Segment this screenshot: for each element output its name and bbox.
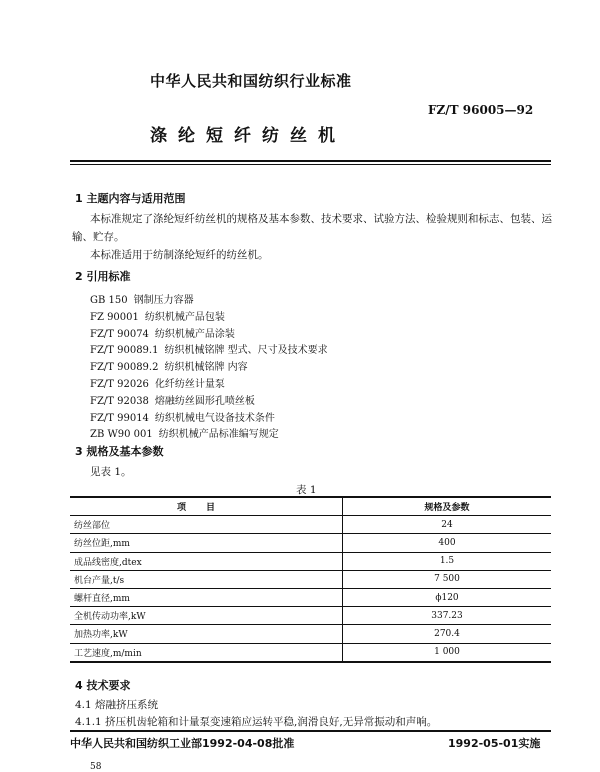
table-cell-value: ϕ120 bbox=[343, 588, 552, 606]
section3-heading: 3 规格及基本参数 bbox=[75, 445, 164, 458]
footer-rule bbox=[70, 730, 551, 732]
reference-item bbox=[90, 409, 275, 424]
reference-item bbox=[90, 308, 225, 323]
reference-code: FZ/T 90089.1 bbox=[90, 345, 159, 357]
reference-item bbox=[90, 425, 279, 440]
section1-para1-line2: 输、贮存。 bbox=[72, 231, 125, 243]
reference-code: FZ 90001 bbox=[90, 311, 139, 323]
reference-title: 纺织机械电气设备技术条件 bbox=[154, 412, 275, 424]
section1-para1-line1: 本标准规定了涤纶短纤纺丝机的规格及基本参数、技术要求、试验方法、检验规则和标志、包装、运 bbox=[90, 213, 552, 225]
table-row bbox=[70, 552, 551, 570]
table-cell-item: 螺杆直径,mm bbox=[70, 588, 343, 606]
effective-date: 1992-05-01实施 bbox=[448, 737, 541, 750]
reference-title: 熔融纺丝圆形孔喷丝板 bbox=[154, 395, 255, 407]
table-header-item: 项目 bbox=[70, 497, 343, 516]
table-row bbox=[70, 607, 551, 625]
table-cell-item: 纺丝位距,mm bbox=[70, 534, 343, 552]
reference-title: 纺织机械铭牌 型式、尺寸及技术要求 bbox=[164, 345, 328, 357]
table-cell-item: 全机传动功率,kW bbox=[70, 607, 343, 625]
table-header-spec: 规格及参数 bbox=[343, 497, 552, 516]
header-rule-thick bbox=[70, 160, 551, 162]
table-cell-item: 成品线密度,dtex bbox=[70, 552, 343, 570]
table-cell-value: 24 bbox=[343, 516, 552, 534]
table-row bbox=[70, 625, 551, 643]
reference-item bbox=[90, 291, 194, 306]
table-row bbox=[70, 643, 551, 662]
section1-para2: 本标准适用于纺制涤纶短纤的纺丝机。 bbox=[90, 249, 269, 261]
org-standard-title: 中华人民共和国纺织行业标准 bbox=[150, 72, 352, 90]
page-number: 58 bbox=[90, 762, 102, 772]
table-header-row bbox=[70, 497, 551, 516]
table-row bbox=[70, 534, 551, 552]
reference-title: 纺织机械产品包装 bbox=[144, 311, 225, 323]
section4-1-heading: 4.1 熔融挤压系统 bbox=[75, 699, 159, 711]
header-rule-thin bbox=[70, 164, 551, 165]
spec-table bbox=[70, 496, 551, 663]
table-caption: 表 1 bbox=[296, 484, 317, 496]
table-cell-value: 400 bbox=[343, 534, 552, 552]
section4-heading: 4 技术要求 bbox=[75, 679, 131, 692]
table-cell-value: 1.5 bbox=[343, 552, 552, 570]
reference-title: 钢制压力容器 bbox=[133, 295, 194, 306]
reference-title: 纺织机械产品标准编写规定 bbox=[158, 429, 279, 441]
reference-item bbox=[90, 358, 248, 373]
table-row bbox=[70, 588, 551, 606]
section4-1-1-text: 4.1.1 挤压机齿轮箱和计量泵变速箱应运转平稳,润滑良好,无异常振动和声响。 bbox=[75, 716, 438, 728]
table-cell-value: 1 000 bbox=[343, 643, 552, 662]
approval-date: 中华人民共和国纺织工业部1992-04-08批准 bbox=[70, 737, 295, 750]
reference-code: FZ/T 90089.2 bbox=[90, 362, 159, 374]
reference-code: GB 150 bbox=[90, 295, 128, 306]
standard-number: FZ/T 96005—92 bbox=[428, 103, 534, 117]
table-cell-item: 机台产量,t/s bbox=[70, 570, 343, 588]
table-cell-value: 270.4 bbox=[343, 625, 552, 643]
table-cell-item: 纺丝部位 bbox=[70, 516, 343, 534]
reference-code: FZ/T 92038 bbox=[90, 395, 149, 407]
table-cell-item: 工艺速度,m/min bbox=[70, 643, 343, 662]
reference-code: FZ/T 99014 bbox=[90, 412, 149, 424]
reference-item bbox=[90, 375, 225, 390]
see-table-text: 见表 1。 bbox=[90, 466, 132, 478]
section2-heading: 2 引用标准 bbox=[75, 270, 131, 283]
reference-title: 化纤纺丝计量泵 bbox=[154, 379, 225, 390]
section1-heading: 1 主题内容与适用范围 bbox=[75, 192, 186, 205]
reference-code: FZ/T 92026 bbox=[90, 379, 149, 390]
reference-item bbox=[90, 392, 255, 407]
reference-item bbox=[90, 325, 235, 340]
reference-code: FZ/T 90074 bbox=[90, 328, 149, 340]
reference-code: ZB W90 001 bbox=[90, 429, 153, 441]
reference-title: 纺织机械铭牌 内容 bbox=[164, 362, 248, 374]
reference-title: 纺织机械产品涂装 bbox=[154, 328, 235, 340]
table-row bbox=[70, 516, 551, 534]
table-cell-value: 7 500 bbox=[343, 570, 552, 588]
table-row bbox=[70, 570, 551, 588]
document-title: 涤纶短纤纺丝机 bbox=[150, 126, 346, 146]
reference-item bbox=[90, 341, 328, 356]
table-cell-value: 337.23 bbox=[343, 607, 552, 625]
table-cell-item: 加热功率,kW bbox=[70, 625, 343, 643]
